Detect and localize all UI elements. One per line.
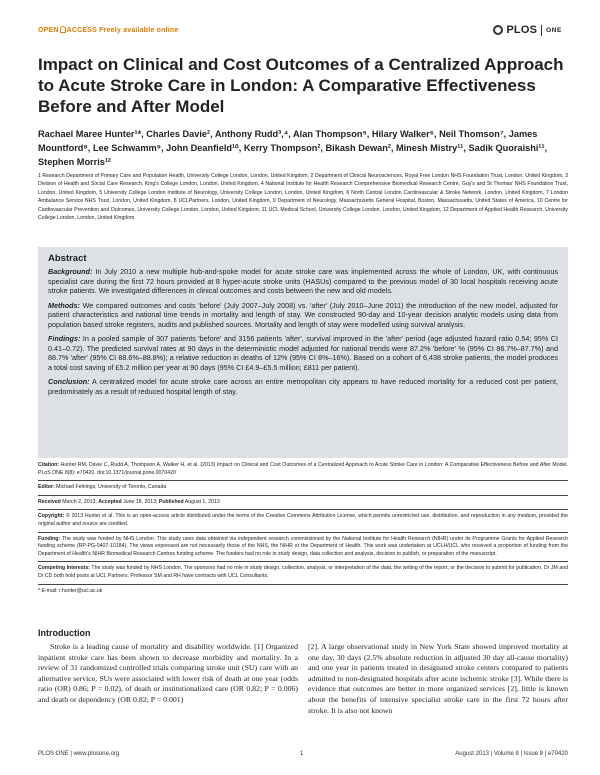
divider xyxy=(38,584,568,585)
introduction-right-column: [2]. A large observational study in New York State showed improved mortality at one day, 30 days (2.5% absolute reduction in adjusted 30 day all-cause mortality) and one year in patients treated in designated stroke centers compared to patients admitted to non-designated hospitals after acute ischemic stroke [3]. While there is evidence that outcomes are better in more organized services [2], little is known about the benefits of intensive specialist stroke care in the first 72 hours after stroke. It is also not known xyxy=(308,642,568,715)
citation xyxy=(38,462,568,477)
introduction-heading: Introduction xyxy=(38,628,91,638)
footer-page-number: 1 xyxy=(300,751,304,757)
abstract-background xyxy=(48,267,558,296)
author-list: Rachael Maree Hunter¹*, Charles Davie², Anthony Rudd³,⁴, Alan Thompson⁵, Hilary Walker⁶, Neil Thomson⁷, James Mountford⁸, Lee Schwamm⁹, John Deanfield¹⁰, Kerry Thompson², Bikash Dewan², Minesh Mistry¹¹, Sadik Quoraishi¹¹, Stephen Morris¹² xyxy=(38,129,548,167)
abstract-heading: Abstract xyxy=(48,253,87,264)
received-date: March 2, 2013; xyxy=(60,498,99,505)
open-access-label xyxy=(38,26,178,34)
divider xyxy=(38,509,568,510)
competing-interests xyxy=(38,565,568,580)
methods-text: We compared outcomes and costs 'before' (July 2007–July 2008) vs. 'after' (July 2010–June 2011) the introduction of the new model, adjusted for patient characteristics and national time trends in mortality and length of stay. We constructed 90-day and 10-year decision analytic models using data from population based stroke registers, audits and published sources. Mortality and length of stay were modelled using survival analysis. xyxy=(48,300,558,329)
dates xyxy=(38,499,568,507)
divider xyxy=(38,480,568,481)
access-word: ACCESS xyxy=(66,27,98,34)
abstract-box xyxy=(38,247,568,458)
corresponding-email[interactable]: * E-mail: r.hunter@ucl.ac.uk xyxy=(38,587,103,594)
article-title: Impact on Clinical and Cost Outcomes of a Centralized Approach to Acute Stroke Care in London: A Comparative Effectiveness Before and After Model xyxy=(38,55,564,116)
article-metadata xyxy=(38,462,568,598)
logo-divider xyxy=(541,25,542,36)
footer-issue: August 2013 | Volume 8 | Issue 8 | e70420 xyxy=(455,751,568,757)
funding-text: The study was funded by NHS London. This study uses data obtained via independent research commissioned by the National Institute for Health Research (NIHR) under its Programme Grants for Applied Research funding scheme (RP-PG-0407-10184). The views expressed are not necessarily those of the NHS, the NIHR or the Department of Health. This work was undertaken at UCLH/UCL who received a proportion of funding from the Department of Health's NIHR Biomedical Research Centres funding scheme. The funders had no role in study design, data collection and analysis, decision to publish, or preparation of the manuscript. xyxy=(38,535,568,557)
background-text: In July 2010 a new multiple hub-and-spoke model for acute stroke care was implemented across the whole of London, UK, with continuous specialist care during the first 72 hours provided at 8 hyper-acute stroke units (HASUs) compared to the previous model of 30 local hospitals receiving acute stroke patients. We investigated differences in clinical outcomes and costs between the new and old models. xyxy=(48,267,558,295)
divider xyxy=(38,561,568,562)
abstract-findings xyxy=(48,334,558,372)
findings-text: In a pooled sample of 307 patients 'before' and 3156 patients 'after', survival improved in the 'after' period (age adjusted hazard ratio 0.54; 95% CI 0.41–0.72). The predicted survival rates at 90 days in the deterministic model adjusted for national trends were 87.2% 'before' % (95% CI 86.7%–87.7%) and 88.7% 'after' (95% CI 88.6%–88.8%); a relative reduction in deaths of 12% (95% CI 8%–16%). Based on a cohort of 6,438 stroke patients, the model produces a total cost saving of £5.2 million per year at 90 days (95% CI £4.9–£5.5 million; £811 per patient). xyxy=(48,334,558,372)
conclusion-text: A centralized model for acute stroke care across an entire metropolitan city appears to have reduced mortality for a reduced cost per patient, predominately as a result of reduced hospital length of stay. xyxy=(48,377,558,396)
editor xyxy=(38,484,568,492)
published-date: August 1, 2013 xyxy=(183,498,220,505)
plos-logo-icon xyxy=(493,25,503,35)
accepted-date: June 18, 2013; xyxy=(121,498,159,505)
copyright xyxy=(38,513,568,528)
abstract-methods xyxy=(48,301,558,330)
affiliations: 1 Research Department of Primary Care and Population Health, University College London, London, United Kingdom, 2 Department of Clinical Neurosciences, Royal Free London NHS Foundation Trust, London, United Kingdom, 3 Division of Health and Social Care Research, King's College London, London, United Kingdom, 4 National Institute for Health Research Comprehensive Biomedical Research Centre, Guy's and St Thomas' NHS Foundation Trust, London, United Kingdom, 5 University College London Institute of Neurology, University College London, London, United Kingdom, 6 North Central London Cardiovascular & Stroke Network, London, United Kingdom, 7 London Ambulance Service NHS Trust, London, United Kingdom, 8 UCLPartners, London, United Kingdom, 9 Department of Neurology, Massachusetts General Hospital, Boston, Massachusetts, United States of America, 10 Centre for Cardiovascular Prevention and Outcomes, University College London, London, United Kingdom, 11 UCL Medical School, University College London, London, United Kingdom, 12 Department of Applied Health Research, University College London, London, United Kingdom xyxy=(38,173,568,222)
editor-text: Michael Fehlings, University of Toronto, Canada xyxy=(54,484,167,491)
copyright-label: Copyright: xyxy=(38,513,65,520)
divider xyxy=(38,495,568,496)
findings-label: Findings: xyxy=(48,334,81,343)
background-label: Background: xyxy=(48,267,93,276)
methods-label: Methods: xyxy=(48,300,80,310)
journal-header xyxy=(38,24,568,40)
footer-journal: PLOS ONE | www.plosone.org xyxy=(38,751,120,757)
divider xyxy=(38,532,568,533)
copyright-text: © 2013 Hunter et al. This is an open-access article distributed under the terms of the Creative Commons Attribution License, which permits unrestricted use, distribution, and reproduction in any medium, provided the original author and source are credited. xyxy=(38,513,568,527)
plos-logo-text: PLOS xyxy=(506,24,538,36)
citation-text: Hunter RM, Davie C, Rudd A, Thompson A, Walker H, et al. (2013) Impact on Clinical and Cost Outcomes of a Centralized Approach to Acute Stroke Care in London: A Comparative Effectiveness Before and After Model. PLoS ONE 8(8): e70420. doi:10.1371/journal.pone.0070420 xyxy=(38,462,568,476)
abstract-conclusion xyxy=(48,377,558,396)
published-label: Published xyxy=(158,498,184,505)
received-label: Received xyxy=(38,498,61,505)
funding xyxy=(38,536,568,559)
open-access-word: OPEN xyxy=(38,27,59,34)
funding-label: Funding: xyxy=(38,535,61,542)
citation-label: Citation: xyxy=(38,462,60,468)
conclusion-label: Conclusion: xyxy=(48,377,90,386)
freely-available-text: Freely available online xyxy=(99,27,179,34)
page-footer xyxy=(38,751,568,761)
editor-label: Editor: xyxy=(38,484,55,491)
one-logo-text: ONE xyxy=(546,26,562,34)
plos-one-logo xyxy=(493,24,562,36)
competing-text: The study was funded by NHS London. The sponsors had no role in study design, collection, analysis, or interpretation of the data, the writing of the report, or the decision to submit for publication. Dr JM and Dr CD both hold posts at UCL Partners. Professor SM and RH have contracts with UCL Consultants. xyxy=(38,565,568,579)
accepted-label: Accepted xyxy=(98,498,122,505)
competing-label: Competing Interests: xyxy=(38,565,90,572)
open-lock-icon xyxy=(60,26,66,33)
introduction-left-column: Stroke is a leading cause of mortality and disability worldwide. [1] Organized inpatient stroke care has been shown to decrease morbidity and mortality. In a review of 31 randomized controlled trials comparing stroke unit (SU) care with an alternative service, SUs were associated with lower risk of death at one year (odds ratio (OR) 0.86; P = 0.02), of death or institutionalized care (OR 0.82; P = 0.006) and death or dependency (OR 0.82; P = 0.001) xyxy=(38,642,298,704)
